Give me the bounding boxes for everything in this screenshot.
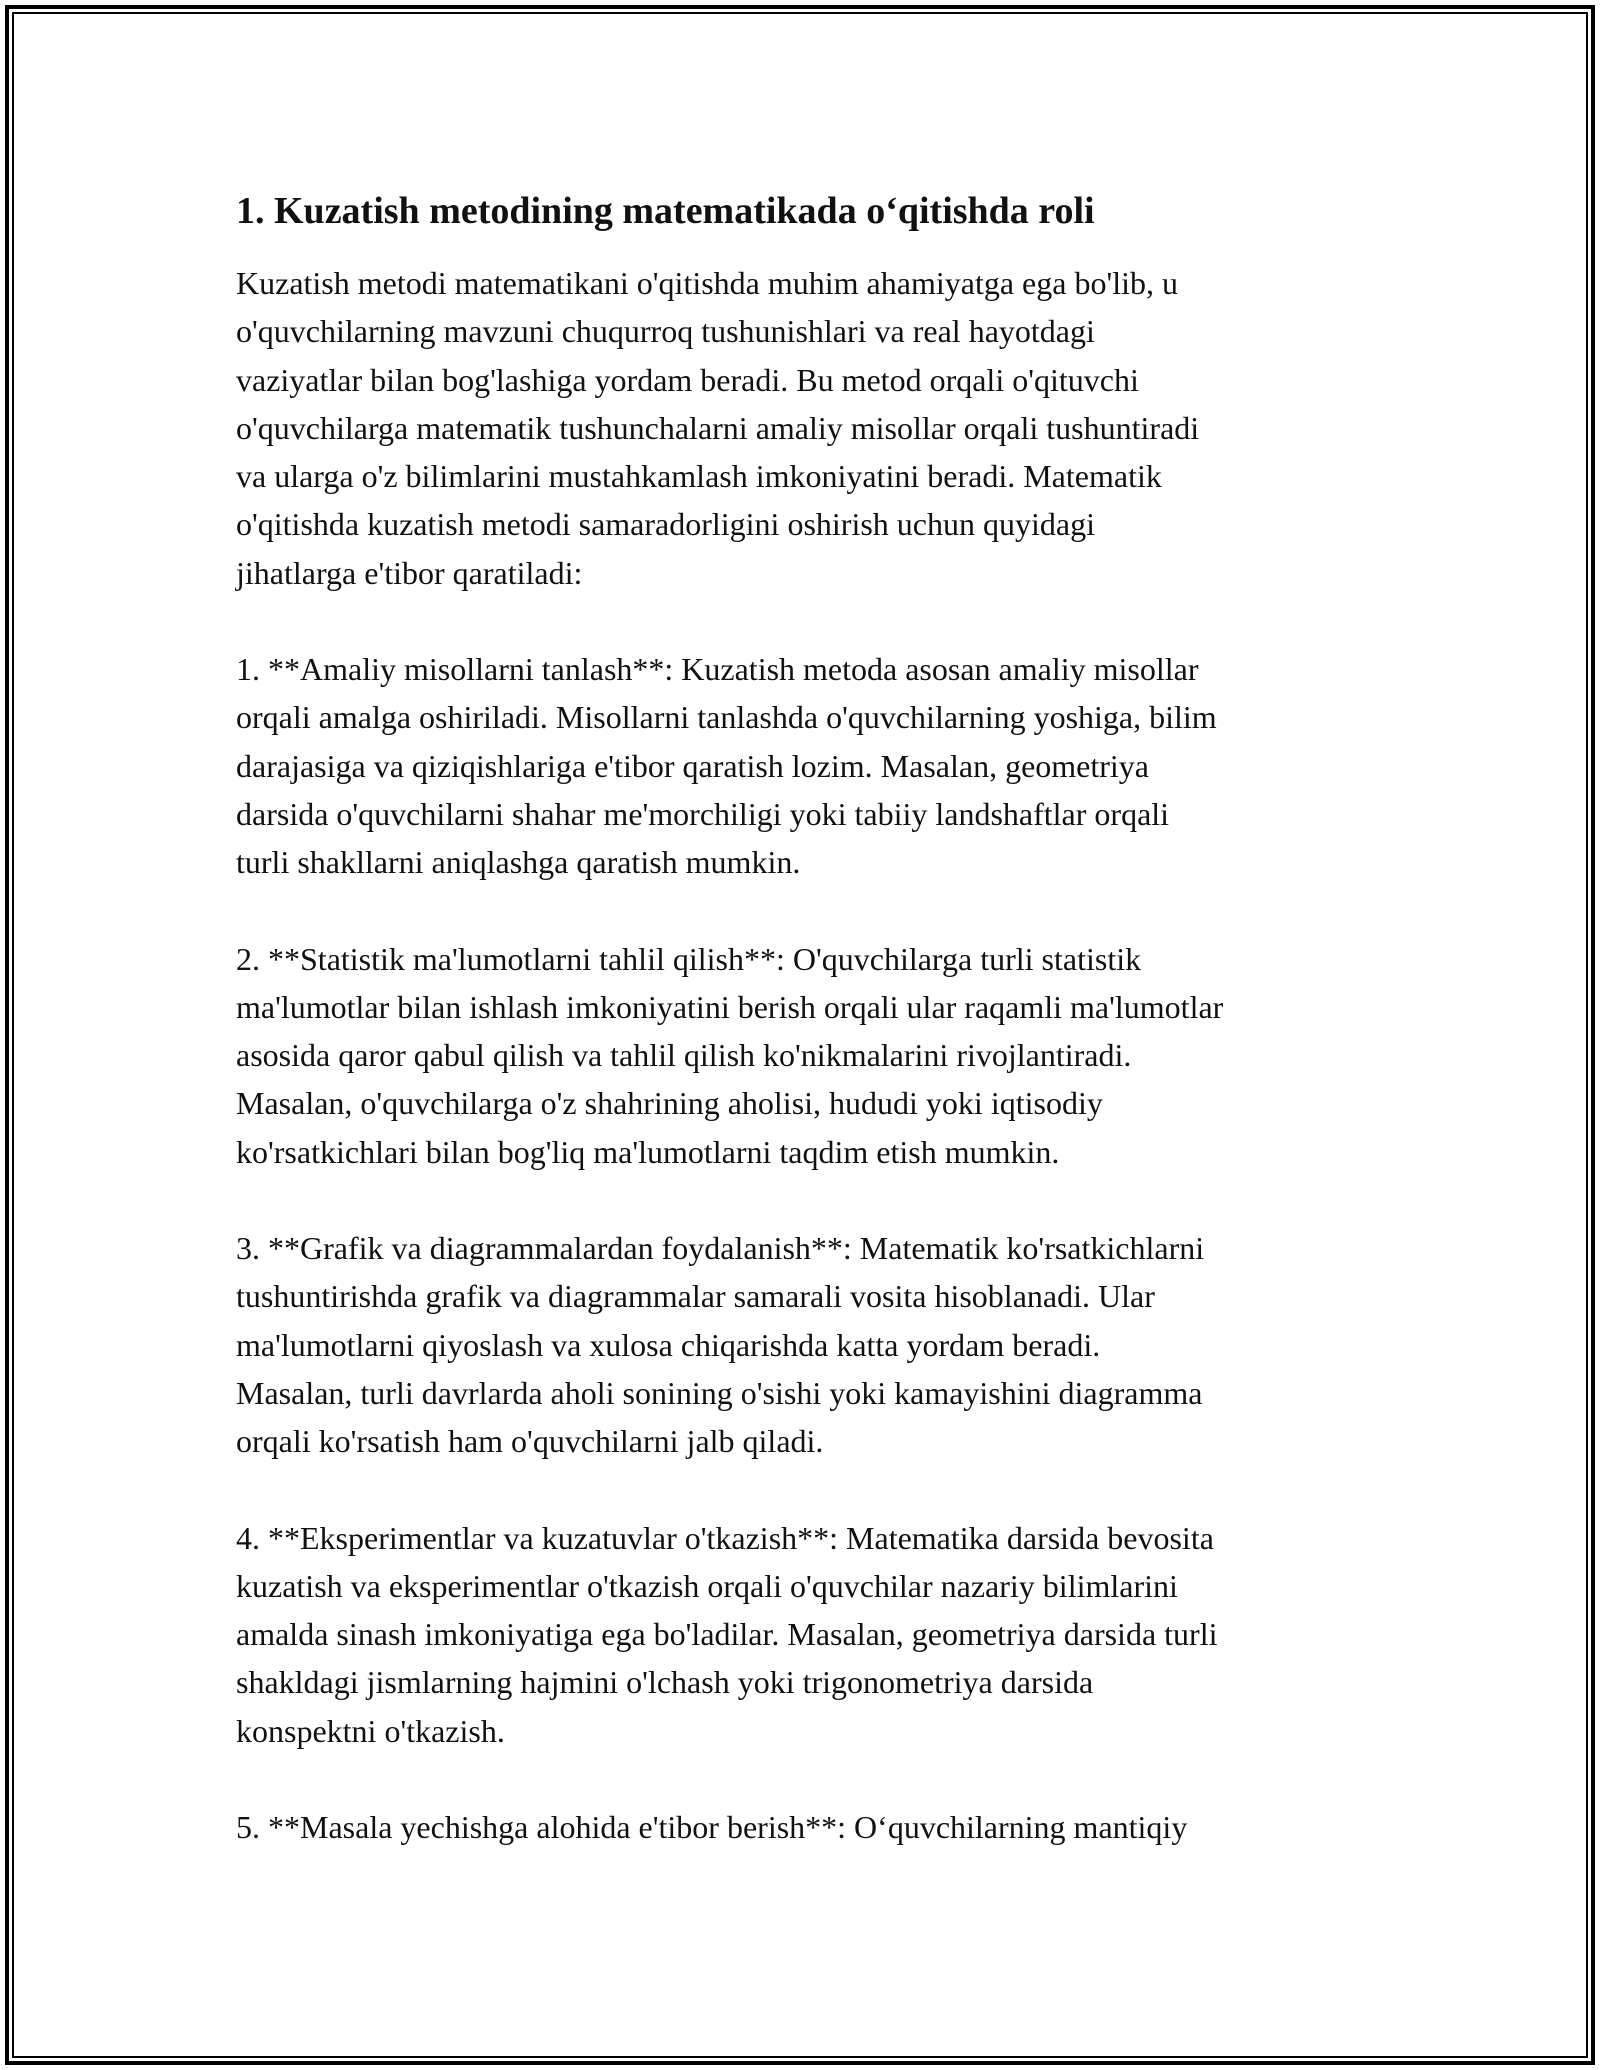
document-body [236,185,1396,1899]
list-item-5: 5. **Masala yechishga alohida e'tibor berish**: O‘quvchilarning mantiqiy [236,1809,1188,1846]
list-item-3: 3. **Grafik va diagrammalardan foydalanish**: Matematik ko'rsatkichlarni tushuntirishda grafik va diagrammalar samarali vosita hisoblanadi. Ular ma'lumotlarni qiyoslash va xulosa chiqarishda katta yordam beradi. Masalan, turli davrlarda aholi sonining o'sishi yoki kamayishini diagramma orqali ko'rsatish ham o'quvchilarni jalb qiladi. [236,1230,1205,1460]
list-item-1: 1. **Amaliy misollarni tanlash**: Kuzatish metoda asosan amaliy misollar orqali amalga oshiriladi. Misollarni tanlashda o'quvchilarning yoshiga, bilim darajasiga va qiziqishlariga e'tibor qaratish lozim. Masalan, geometriya darsida o'quvchilarni shahar me'morchiligi yoki tabiiy landshaftlar orqali turli shakllarni aniqlashga qaratish mumkin. [236,651,1217,881]
list-item-4: 4. **Eksperimentlar va kuzatuvlar o'tkazish**: Matematika darsida bevosita kuzatish va eksperimentlar o'tkazish orqali o'quvchilar nazariy bilimlarini amalda sinash imkoniyatiga ega bo'ladilar. Masalan, geometriya darsida turli shakldagi jismlarning hajmini o'lchash yoki trigonometriya darsida konspektni o'tkazish. [236,1519,1218,1749]
section-heading: 1. Kuzatish metodining matematikada o‘qitishda roli [236,190,1095,232]
intro-paragraph: Kuzatish metodi matematikani o'qitishda muhim ahamiyatga ega bo'lib, u o'quvchilarning mavzuni chuqurroq tushunishlari va real hayotdagi vaziyatlar bilan bog'lashiga yordam beradi. Bu metod orqali o'qituvchi o'quvchilarga matematik tushunchalarni amaliy misollar orqali tushuntiradi va ularga o'z bilimlarini mustahkamlash imkoniyatini beradi. Matematik o'qitishda kuzatish metodi samaradorligini oshirish uchun quyidagi jihatlarga e'tibor qaratiladi: [236,265,1200,591]
list-item-2: 2. **Statistik ma'lumotlarni tahlil qilish**: O'quvchilarga turli statistik ma'lumotlar bilan ishlash imkoniyatini berish orqali ular raqamli ma'lumotlar asosida qaror qabul qilish va tahlil qilish ko'nikmalarini rivojlantiradi. Masalan, o'quvchilarga o'z shahrining aholisi, hududi yoki iqtisodiy ko'rsatkichlari bilan bog'liq ma'lumotlarni taqdim etish mumkin. [236,940,1224,1170]
